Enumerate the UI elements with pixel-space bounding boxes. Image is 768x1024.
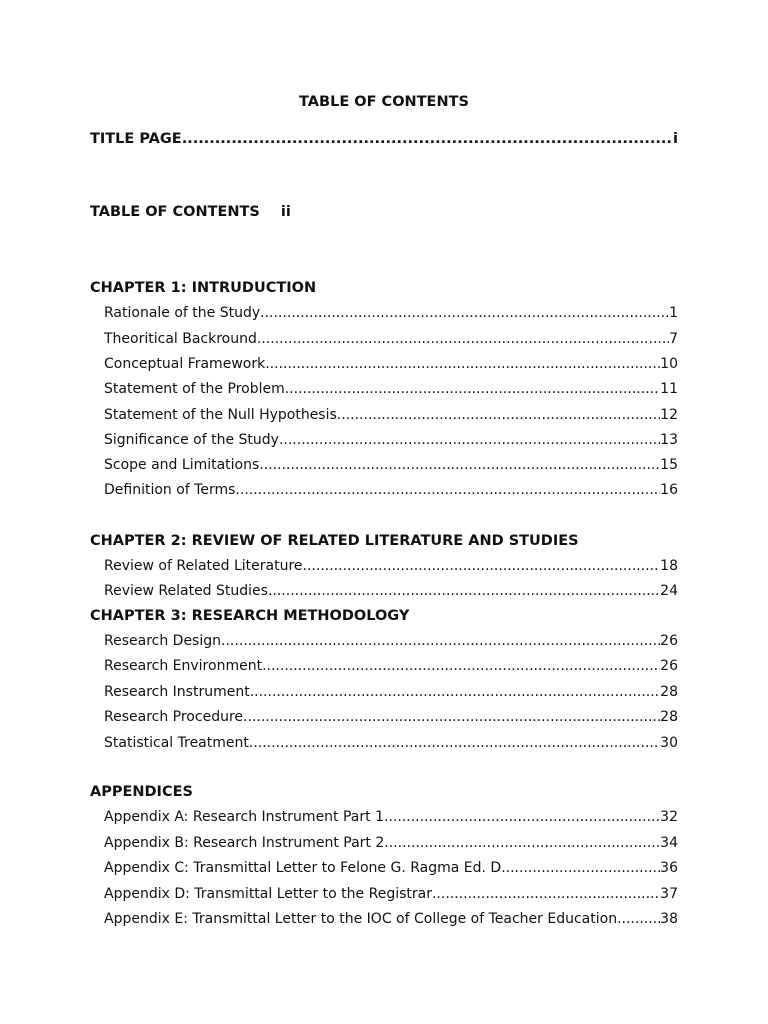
toc-entry-label: Statistical Treatment [104,735,249,751]
toc-entry-page: 7 [669,331,678,347]
toc-entry-page: 26 [660,658,678,674]
toc-entry [104,407,678,423]
toc-entry-page: 36 [660,860,678,876]
appendices-heading: APPENDICES [90,784,193,800]
dot-leader [506,860,661,876]
toc-entry [104,809,678,825]
toc-entry [104,432,678,448]
toc-entry [104,911,678,927]
toc-entry-label: Statement of the Null Hypothesis [104,407,337,423]
chapter-2-heading: CHAPTER 2: REVIEW OF RELATED LITERATURE AND STUDIES [90,533,579,549]
toc-entry-label: Research Procedure [104,709,244,725]
toc-entry [104,633,678,649]
toc-entry-label: Scope and Limitations [104,457,260,473]
dot-leader [279,432,660,448]
dot-leader [259,457,660,473]
toc-entry-label: Review of Related Literature [104,558,303,574]
toc-entry [104,735,678,751]
dot-leader [243,709,660,725]
toc-entry [104,558,678,574]
toc-entry [104,482,678,498]
toc-entry [104,860,678,876]
toc-entry [104,457,678,473]
toc-entry-page: 12 [660,407,678,423]
toc-entry-label: Rationale of the Study [104,305,261,321]
toc-entry-page: i [673,131,678,147]
dot-leader [265,356,660,372]
toc-entry [104,305,678,321]
dot-leader [260,305,669,321]
toc-entry-label: Appendix D: Transmittal Letter to the Registrar [104,886,432,902]
dot-leader [268,583,660,599]
toc-entry-label: Research Instrument [104,684,250,700]
toc-entry [104,709,678,725]
toc-entry-label: Research Environment [104,658,263,674]
toc-entry-label: Definition of Terms [104,482,236,498]
toc-entry-label: Appendix E: Transmittal Letter to the IOC of College of Teacher Education [104,911,618,927]
toc-entry-page: 18 [660,558,678,574]
toc-entry [104,381,678,397]
toc-entry-page: 11 [660,381,678,397]
toc-entry-page: 16 [660,482,678,498]
dot-leader [384,835,660,851]
toc-entry-page: 26 [660,633,678,649]
toc-entry-page: 28 [660,684,678,700]
toc-entry-label: Theoritical Backround [104,331,257,347]
document-title: TABLE OF CONTENTS [299,94,469,110]
toc-entry-page: ii [280,204,291,220]
toc-entry-page: 38 [660,911,678,927]
dot-leader [432,886,660,902]
dot-leader [257,331,669,347]
toc-entry-label: TITLE PAGE [90,131,182,147]
toc-entry [104,583,678,599]
toc-entry-page: 1 [669,305,678,321]
toc-entry-page: 13 [660,432,678,448]
toc-entry-label: TABLE OF CONTENTS [90,204,260,220]
toc-entry [104,835,678,851]
toc-entry-page: 30 [660,735,678,751]
toc-entry-page: 32 [660,809,678,825]
toc-entry-label: Significance of the Study [104,432,279,448]
toc-entry [104,684,678,700]
toc-entry [104,886,678,902]
dot-leader [285,381,660,397]
dot-leader [250,684,660,700]
toc-entry-label: Statement of the Problem [104,381,285,397]
dot-leader [235,482,660,498]
dot-leader [221,633,660,649]
toc-entry-page: 15 [660,457,678,473]
toc-entry-page: 10 [660,356,678,372]
dot-leader [182,131,673,147]
toc-entry-page: 34 [660,835,678,851]
toc-entry-label: Review Related Studies [104,583,268,599]
toc-entry-page: 28 [660,709,678,725]
toc-entry-label: Appendix A: Research Instrument Part 1 [104,809,384,825]
toc-entry-table-of-contents [90,204,291,220]
toc-entry-page: 37 [660,886,678,902]
toc-entry-label: Research Design [104,633,222,649]
toc-entry-title-page [90,131,678,147]
toc-entry-label: Appendix C: Transmittal Letter to Felone G. Ragma Ed. D. [104,860,506,876]
dot-leader [249,735,660,751]
chapter-3-heading: CHAPTER 3: RESEARCH METHODOLOGY [90,608,410,624]
toc-entry [104,331,678,347]
dot-leader [262,658,660,674]
toc-entry [104,658,678,674]
dot-leader [303,558,661,574]
dot-leader [337,407,660,423]
toc-entry-page: 24 [660,583,678,599]
chapter-1-heading: CHAPTER 1: INTRUDUCTION [90,280,317,296]
dot-leader [617,911,660,927]
toc-entry [104,356,678,372]
toc-entry-label: Conceptual Framework [104,356,266,372]
toc-entry-label: Appendix B: Research Instrument Part 2 [104,835,385,851]
dot-leader [384,809,660,825]
